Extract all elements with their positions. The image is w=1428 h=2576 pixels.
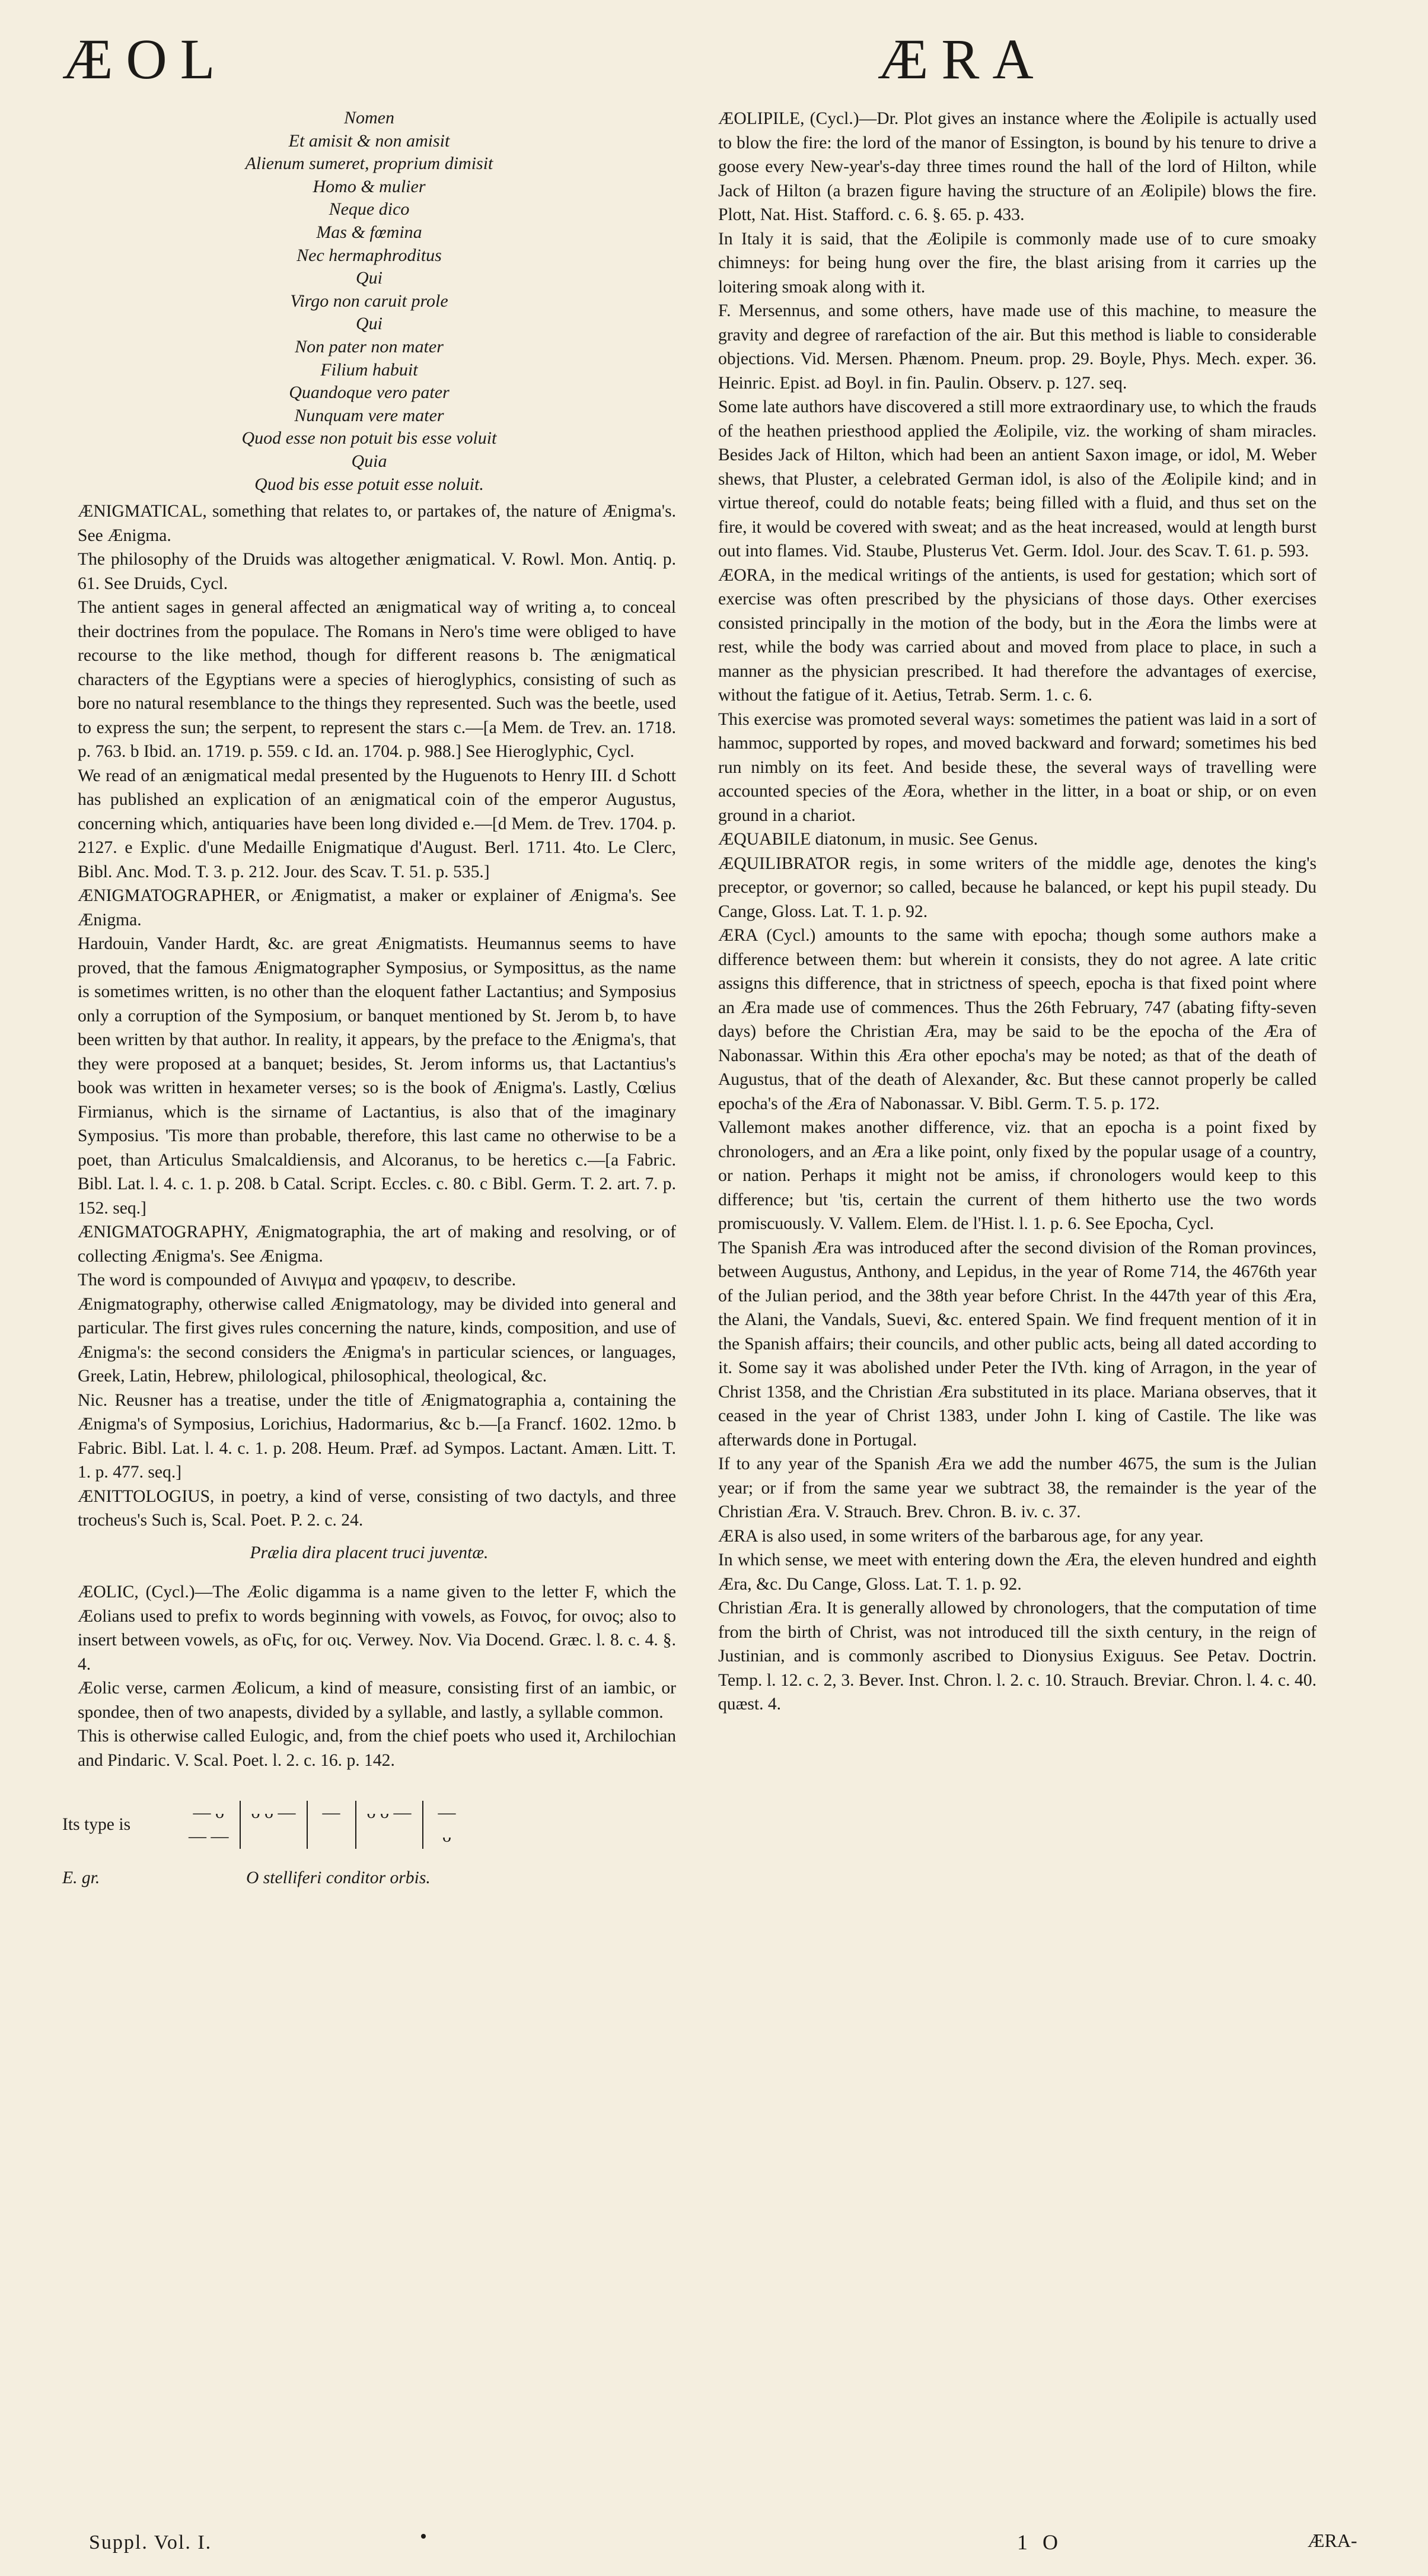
epitaph-line: Nomen (344, 108, 394, 128)
paragraph: ÆRA is also used, in some writers of the barbarous age, for any year. (718, 1526, 1204, 1546)
entry-aenigmatography: ÆNIGMATOGRAPHY, Ænigmatographia, the art of making and resolving, or of collecting Ænigma's. See Ænigma. (78, 1222, 676, 1266)
entry-aequilibrator: ÆQUILIBRATOR regis, in some writers of the middle age, denotes the king's preceptor, or governor; so called, because he balanced, or kept his pupil steady. Du Cange, Gloss. Lat. T. 1. p. 92. (718, 854, 1317, 921)
paragraph: The word is compounded of Αινιγμα and γραφειν, to describe. (78, 1271, 517, 1290)
metre-label: Its type is (62, 1814, 131, 1834)
paragraph: The Spanish Æra was introduced after the second division of the Roman provinces, between Augustus, Anthony, and Lepidus, in the year of Rome 714, the 4676th year of the Julian period, and the 38th year before Christ. In the 447th year of this Æra, the Alani, the Vandals, Suevi, &c. entered Spain. We find frequent mention of it in the Spanish affairs; their councils, and other public acts, being all dated according to it. Some say it was abolished under Peter the IVth. king of Arragon, in the year of Christ 1358, and the Christian Æra substituted in its place. Mariana observes, that it ceased in the year of Christ 1383, under John I. king of Castile. The like was afterwards done in Portugal. (718, 1238, 1317, 1450)
entry-aequabile: ÆQUABILE diatonum, in music. See Genus. (718, 830, 1038, 849)
epitaph-line: Quod bis esse potuit esse noluit. (254, 474, 484, 494)
epitaph-line: Qui (356, 268, 383, 288)
metre-bottom: ᴗ (442, 1826, 451, 1846)
epitaph-line: Qui (356, 314, 383, 334)
epitaph (62, 107, 676, 496)
right-column (703, 107, 1317, 1717)
entry-aenittologius: ÆNITTOLOGIUS, in poetry, a kind of verse, consisting of two dactyls, and three trocheus's Such is, Scal. Poet. P. 2. c. 24. (78, 1486, 676, 1530)
paragraph: In which sense, we meet with entering down the Æra, the eleven hundred and eighth Æra, &c. Du Cange, Gloss. Lat. T. 1. p. 92. (718, 1550, 1317, 1594)
example-quote: Prælia dira placent truci juventæ. (250, 1543, 489, 1562)
catchword: ÆRA- (1308, 2530, 1357, 2551)
metre-bottom: — — (189, 1826, 229, 1846)
paragraph: In Italy it is said, that the Æolipile is commonly made use of to cure smoaky chimneys: for being hung over the fire, the blast arising from it carries up the loitering smoak along with it. (718, 229, 1317, 297)
metre-cell (308, 1801, 356, 1849)
metre-top: ᴗ ᴗ — (251, 1802, 296, 1822)
epitaph-line: Non pater non mater (295, 336, 444, 356)
paragraph: Hardouin, Vander Hardt, &c. are great Ænigmatists. Heumannus seems to have proved, that the famous Ænigmatographer Symposius, or Symposittus, as the name is sometimes written, is no other than the eloquent father Lactantius; and Symposius only a corruption of the Symposium, or banquet mentioned by St. Jerom b, to have been written by that author. In reality, it appears, by the preface to the Ænigma's, that they were proposed at a banquet; besides, St. Jerom informs us, that Lactantius's book was written in hexameter verses; so is the book of Ænigma's. Lastly, Cœlius Firmianus, which is the sirname of Lactantius, is also that of the imaginary Symposius. 'Tis more than probable, therefore, this last came no otherwise to be a poet, than Articulus Smalcaldiensis, and Alcoranus, to be heretics c.—[a Fabric. Bibl. Lat. l. 4. c. 1. p. 208. b Catal. Script. Eccles. c. 80. c Bibl. Germ. T. 2. art. 7. p. 152. seq.] (78, 934, 676, 1218)
metre-scheme (62, 1789, 676, 1860)
signature-mark: 1 O (1017, 2530, 1063, 2554)
paragraph: Vallemont makes another difference, viz. that an epocha is a point fixed by chronologers, and an Æra a like point, only fixed by the popular usage of a country, or nation. Perhaps it might not be amiss, if chronologers would keep to this difference; but 'tis, certain the current of them hitherto use the two words promiscuously. V. Vallem. Elem. de l'Hist. l. 1. p. 6. See Epocha, Cycl. (718, 1118, 1317, 1233)
epitaph-line: Nec hermaphroditus (297, 245, 442, 265)
entry-aera: ÆRA (Cycl.) amounts to the same with epocha; though some authors make a difference between them: but wherein it consists, they do not agree. A late critic assigns this difference, that in strictness of speech, epocha is that fixed point where an Æra made use of commences. Thus the 26th February, 747 (abating fifty-seven days) before the Christian Æra, may be said to be the epocha of the Æra of Nabonassar. Within this Æra other epocha's may be noted; as that of the death of Augustus, that of the death of Alexander, &c. But these cannot properly be called epocha's of the Æra of Nabonassar. V. Bibl. Germ. T. 5. p. 172. (718, 926, 1317, 1113)
entry-aeolipile: ÆOLIPILE, (Cycl.)—Dr. Plot gives an instance where the Æolipile is actually used to blow the fire: the lord of the manor of Essington, is bound by his tenure to drive a goose every New-year's-day three times round the hall of the lord of Hilton, while Jack of Hilton (a brazen figure having the structure of an Æolipile) blows the fire. Plott, Nat. Hist. Stafford. c. 6. §. 65. p. 433. (718, 109, 1317, 224)
metre-top: — ᴗ (193, 1802, 224, 1822)
left-column (62, 107, 676, 1890)
epitaph-line: Filium habuit (320, 359, 418, 380)
paragraph: If to any year of the Spanish Æra we add the number 4675, the sum is the Julian year; or if from the same year we subtract 38, the remainder is the year of the Christian Æra. V. Strauch. Brev. Chron. B. iv. c. 37. (718, 1454, 1317, 1521)
paragraph: Nic. Reusner has a treatise, under the title of Ænigmatographia a, containing the Ænigma's of Symposius, Lorichius, Hadormarius, &c b.—[a Francf. 1602. 12mo. b Fabric. Bibl. Lat. l. 4. c. 1. p. 208. Heum. Præf. ad Sympos. Lactant. Amæn. Litt. T. 1. p. 477. seq.] (78, 1390, 676, 1482)
left-running-head: ÆOL (62, 27, 228, 91)
epitaph-line: Homo & mulier (313, 176, 426, 196)
example-text: O stelliferi conditor orbis. (246, 1868, 431, 1888)
example-label: E. gr. (62, 1868, 100, 1888)
metre-cell (356, 1801, 423, 1849)
epitaph-line: Quod esse non potuit bis esse voluit (241, 428, 497, 448)
paragraph: This is otherwise called Eulogic, and, from the chief poets who used it, Archilochian and Pindaric. V. Scal. Poet. l. 2. c. 16. p. 142. (78, 1727, 676, 1770)
epitaph-line: Et amisit & non amisit (288, 130, 450, 151)
epitaph-line: Nunquam vere mater (294, 405, 444, 425)
epitaph-line: Quia (351, 451, 387, 471)
epitaph-line: Mas & fœmina (316, 222, 422, 242)
paragraph: The philosophy of the Druids was altogether ænigmatical. V. Rowl. Mon. Antiq. p. 61. See Druids, Cycl. (78, 550, 676, 593)
paragraph: This exercise was promoted several ways: sometimes the patient was laid in a sort of hammoc, supported by ropes, and moved backward and forward; sometimes his bed run nimbly on its feet. And beside these, the several ways of travelling were accounted species of the Æora, whether in the litter, in a boat or ship, or on even ground in a chariot. (718, 709, 1317, 825)
right-running-head: ÆRA (878, 27, 1047, 91)
epitaph-line: Virgo non caruit prole (290, 291, 448, 311)
paragraph: We read of an ænigmatical medal presented by the Huguenots to Henry III. d Schott has published an explication of an ænigmatical coin of the emperor Augustus, concerning which, antiquaries have been long divided e.—[d Mem. de Trev. 1704. p. 2127. e Explic. d'une Medaille Enigmatique d'August. Berl. 1711. 4to. Le Clerc, Bibl. Anc. Mod. T. 3. p. 212. Jour. des Scav. T. 51. p. 535.] (78, 766, 676, 881)
entry-aenigmatographer: ÆNIGMATOGRAPHER, or Ænigmatist, a maker or explainer of Ænigma's. See Ænigma. (78, 886, 676, 929)
entry-aeolic: ÆOLIC, (Cycl.)—The Æolic digamma is a name given to the letter F, which the Æolians used to prefix to words beginning with vowels, as Fοινος, for οινος; also to insert between vowels, as οFις, for οις. Verwey. Nov. Via Docend. Græc. l. 8. c. 4. §. 4. (78, 1582, 676, 1674)
metre-cell (423, 1801, 471, 1849)
paragraph: The antient sages in general affected an ænigmatical way of writing a, to conceal their doctrines from the populace. The Romans in Nero's time were obliged to have recourse to the like method, though for different reasons b. The ænigmatical characters of the Egyptians were a species of hieroglyphics, consisting of such as bore no natural resemblance to the things they represented. Such was the beetle, used to express the sun; the serpent, to represent the stars c.—[a Mem. de Trev. an. 1718. p. 763. b Ibid. an. 1719. p. 559. c Id. an. 1704. p. 988.] See Hieroglyphic, Cycl. (78, 598, 676, 762)
epitaph-line: Alienum sumeret, proprium dimisit (245, 154, 493, 174)
paragraph: Ænigmatography, otherwise called Ænigmatology, may be divided into general and particular. The first gives rules concerning the nature, kinds, composition, and use of Ænigma's: the second considers the Ænigma's in particular sciences, or languages, Greek, Latin, Hebrew, philological, philosophical, theological, &c. (78, 1294, 676, 1386)
epitaph-line: Neque dico (329, 199, 410, 219)
metre-cell (178, 1801, 241, 1849)
epitaph-line: Quandoque vero pater (289, 383, 450, 403)
metre-top: ᴗ ᴗ — (366, 1802, 412, 1822)
decorative-dot (421, 2534, 426, 2539)
metre-cell (241, 1801, 308, 1849)
entry-aeora: ÆORA, in the medical writings of the antients, is used for gestation; which sort of exercise was often prescribed by the physicians of those days. Other exercises consisted principally in the motion of the body, but in the Æora the limbs were at rest, while the body was carried about and moved from place to place, in such a manner as the physician prescribed. It had therefore the advantages of exercise, without the fatigue of it. Aetius, Tetrab. Serm. 1. c. 6. (718, 565, 1317, 705)
entry-aenigmatical: ÆNIGMATICAL, something that relates to, or partakes of, the nature of Ænigma's. See Ænigma. (78, 502, 676, 545)
entry-christian-aera: Christian Æra. It is generally allowed by chronologers, that the computation of time from the birth of Christ, was not introduced till the sixth century, in the reign of Justinian, and is commonly ascribed to Dionysius Exiguus. See Petav. Doctrin. Temp. l. 12. c. 2, 3. Bever. Inst. Chron. l. 2. c. 10. Strauch. Breviar. Chron. l. 4. c. 40. quæst. 4. (718, 1599, 1317, 1714)
paragraph: Some late authors have discovered a still more extraordinary use, to which the frauds of the heathen priesthood applied the Æolipile, viz. the working of sham miracles. Besides Jack of Hilton, which had been an antient Saxon image, or idol, M. Weber shews, that Pluster, a celebrated German idol, is also of the Æolipile kind; and in virtue thereof, could do notable feats; being filled with a fluid, and thus set on the fire, it would be covered with sweat; and as the heat increased, would at length burst out into flames. Vid. Staube, Plusterus Vet. Germ. Idol. Jour. des Scav. T. 61. p. 593. (718, 397, 1317, 561)
metre-cells (178, 1801, 471, 1849)
volume-footer: Suppl. Vol. I. (89, 2532, 212, 2553)
paragraph: F. Mersennus, and some others, have made use of this machine, to measure the gravity and degree of rarefaction of the air. But this method is liable to considerable objections. Vid. Mersen. Phænom. Pneum. prop. 29. Boyle, Phys. Mech. exper. 36. Heinric. Epist. ad Boyl. in fin. Paulin. Observ. p. 127. seq. (718, 301, 1317, 393)
metre-top: — (438, 1802, 456, 1822)
example-line (62, 1866, 676, 1890)
paragraph: Æolic verse, carmen Æolicum, a kind of measure, consisting first of an iambic, or spondee, then of two anapests, divided by a syllable, and lastly, a syllable common. (78, 1679, 676, 1722)
metre-top: — (322, 1802, 340, 1822)
